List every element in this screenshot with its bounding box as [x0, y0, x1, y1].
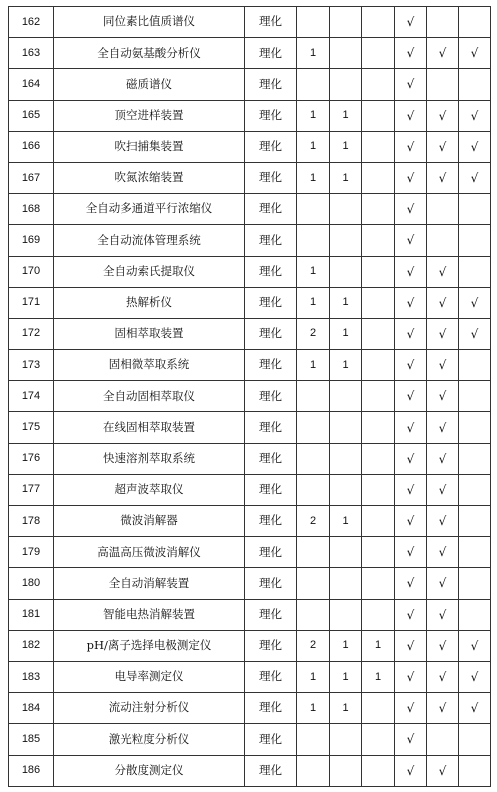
check-col-3-cell [459, 599, 491, 630]
equipment-name-cell: 全自动流体管理系统 [54, 225, 245, 256]
count-col-2-cell [330, 256, 362, 287]
check-col-3-cell: √ [459, 318, 491, 349]
row-number-cell: 168 [9, 194, 54, 225]
check-col-1-cell: √ [395, 693, 427, 724]
table-row [9, 724, 491, 755]
table-row [9, 287, 491, 318]
table-row [9, 350, 491, 381]
table-row [9, 630, 491, 661]
count-col-3-cell [362, 412, 395, 443]
category-cell: 理化 [245, 755, 297, 786]
table-row [9, 506, 491, 537]
check-col-2-cell: √ [427, 506, 459, 537]
category-cell: 理化 [245, 412, 297, 443]
check-col-3-cell [459, 7, 491, 38]
equipment-name-cell: 顶空进样装置 [54, 100, 245, 131]
check-col-1-cell: √ [395, 162, 427, 193]
check-col-1-cell: √ [395, 381, 427, 412]
count-col-1-cell: 2 [297, 318, 330, 349]
table-row [9, 412, 491, 443]
check-col-3-cell [459, 755, 491, 786]
equipment-table [8, 6, 491, 787]
check-col-1-cell: √ [395, 350, 427, 381]
table-row [9, 194, 491, 225]
check-col-2-cell: √ [427, 443, 459, 474]
table-body [9, 7, 491, 787]
count-col-3-cell [362, 537, 395, 568]
count-col-2-cell [330, 69, 362, 100]
row-number-cell: 170 [9, 256, 54, 287]
check-col-1-cell: √ [395, 225, 427, 256]
check-col-2-cell [427, 69, 459, 100]
count-col-3-cell [362, 162, 395, 193]
check-col-2-cell: √ [427, 474, 459, 505]
row-number-cell: 184 [9, 693, 54, 724]
count-col-1-cell [297, 443, 330, 474]
check-col-3-cell [459, 568, 491, 599]
category-cell: 理化 [245, 381, 297, 412]
count-col-2-cell [330, 599, 362, 630]
count-col-3-cell: 1 [362, 661, 395, 692]
row-number-cell: 178 [9, 506, 54, 537]
row-number-cell: 171 [9, 287, 54, 318]
category-cell: 理化 [245, 194, 297, 225]
count-col-2-cell: 1 [330, 162, 362, 193]
count-col-2-cell [330, 474, 362, 505]
row-number-cell: 164 [9, 69, 54, 100]
count-col-1-cell: 2 [297, 630, 330, 661]
check-col-2-cell: √ [427, 661, 459, 692]
check-col-2-cell: √ [427, 287, 459, 318]
table-row [9, 69, 491, 100]
row-number-cell: 172 [9, 318, 54, 349]
check-col-3-cell [459, 474, 491, 505]
equipment-name-cell: 固相微萃取系统 [54, 350, 245, 381]
equipment-name-cell: pH/离子选择电极测定仪 [54, 630, 245, 661]
row-number-cell: 176 [9, 443, 54, 474]
table-row [9, 474, 491, 505]
count-col-1-cell: 1 [297, 693, 330, 724]
table-row [9, 131, 491, 162]
check-col-3-cell [459, 350, 491, 381]
equipment-name-cell: 在线固相萃取装置 [54, 412, 245, 443]
count-col-3-cell [362, 568, 395, 599]
count-col-2-cell [330, 537, 362, 568]
count-col-2-cell [330, 7, 362, 38]
category-cell: 理化 [245, 474, 297, 505]
equipment-name-cell: 快速溶剂萃取系统 [54, 443, 245, 474]
check-col-2-cell: √ [427, 599, 459, 630]
check-col-2-cell [427, 194, 459, 225]
check-col-2-cell: √ [427, 100, 459, 131]
category-cell: 理化 [245, 443, 297, 474]
count-col-3-cell [362, 318, 395, 349]
category-cell: 理化 [245, 7, 297, 38]
check-col-2-cell: √ [427, 350, 459, 381]
count-col-3-cell [362, 381, 395, 412]
count-col-2-cell: 1 [330, 350, 362, 381]
count-col-1-cell [297, 599, 330, 630]
check-col-2-cell: √ [427, 630, 459, 661]
row-number-cell: 175 [9, 412, 54, 443]
equipment-name-cell: 全自动氨基酸分析仪 [54, 38, 245, 69]
row-number-cell: 167 [9, 162, 54, 193]
check-col-1-cell: √ [395, 256, 427, 287]
equipment-name-cell: 全自动索氏提取仪 [54, 256, 245, 287]
table-row [9, 225, 491, 256]
category-cell: 理化 [245, 599, 297, 630]
count-col-3-cell [362, 287, 395, 318]
equipment-name-cell: 智能电热消解装置 [54, 599, 245, 630]
check-col-1-cell: √ [395, 443, 427, 474]
check-col-2-cell: √ [427, 318, 459, 349]
row-number-cell: 165 [9, 100, 54, 131]
count-col-3-cell [362, 443, 395, 474]
equipment-name-cell: 同位素比值质谱仪 [54, 7, 245, 38]
check-col-3-cell: √ [459, 661, 491, 692]
count-col-2-cell: 1 [330, 100, 362, 131]
row-number-cell: 181 [9, 599, 54, 630]
check-col-3-cell [459, 225, 491, 256]
category-cell: 理化 [245, 256, 297, 287]
category-cell: 理化 [245, 724, 297, 755]
check-col-3-cell [459, 381, 491, 412]
count-col-1-cell [297, 194, 330, 225]
check-col-2-cell: √ [427, 162, 459, 193]
row-number-cell: 166 [9, 131, 54, 162]
category-cell: 理化 [245, 630, 297, 661]
count-col-1-cell: 1 [297, 162, 330, 193]
count-col-2-cell: 1 [330, 131, 362, 162]
equipment-name-cell: 微波消解器 [54, 506, 245, 537]
row-number-cell: 169 [9, 225, 54, 256]
check-col-2-cell: √ [427, 256, 459, 287]
category-cell: 理化 [245, 661, 297, 692]
check-col-1-cell: √ [395, 131, 427, 162]
equipment-name-cell: 电导率测定仪 [54, 661, 245, 692]
check-col-2-cell [427, 7, 459, 38]
table-row [9, 7, 491, 38]
check-col-1-cell: √ [395, 38, 427, 69]
check-col-1-cell: √ [395, 474, 427, 505]
count-col-2-cell [330, 225, 362, 256]
count-col-2-cell [330, 568, 362, 599]
check-col-1-cell: √ [395, 630, 427, 661]
count-col-2-cell: 1 [330, 506, 362, 537]
check-col-1-cell: √ [395, 537, 427, 568]
category-cell: 理化 [245, 350, 297, 381]
check-col-3-cell [459, 194, 491, 225]
count-col-1-cell: 1 [297, 131, 330, 162]
row-number-cell: 182 [9, 630, 54, 661]
check-col-3-cell [459, 724, 491, 755]
count-col-2-cell [330, 412, 362, 443]
equipment-name-cell: 分散度测定仪 [54, 755, 245, 786]
count-col-2-cell [330, 381, 362, 412]
count-col-2-cell: 1 [330, 693, 362, 724]
count-col-3-cell [362, 350, 395, 381]
count-col-2-cell [330, 724, 362, 755]
count-col-1-cell [297, 381, 330, 412]
check-col-1-cell: √ [395, 661, 427, 692]
table-row [9, 381, 491, 412]
check-col-2-cell: √ [427, 412, 459, 443]
check-col-3-cell: √ [459, 630, 491, 661]
check-col-1-cell: √ [395, 755, 427, 786]
table-row [9, 443, 491, 474]
category-cell: 理化 [245, 537, 297, 568]
check-col-3-cell: √ [459, 38, 491, 69]
count-col-1-cell [297, 568, 330, 599]
category-cell: 理化 [245, 225, 297, 256]
category-cell: 理化 [245, 38, 297, 69]
count-col-1-cell [297, 412, 330, 443]
check-col-3-cell [459, 256, 491, 287]
count-col-2-cell [330, 194, 362, 225]
category-cell: 理化 [245, 318, 297, 349]
table-row [9, 100, 491, 131]
equipment-name-cell: 激光粒度分析仪 [54, 724, 245, 755]
check-col-1-cell: √ [395, 599, 427, 630]
check-col-1-cell: √ [395, 100, 427, 131]
equipment-name-cell: 全自动多通道平行浓缩仪 [54, 194, 245, 225]
row-number-cell: 177 [9, 474, 54, 505]
check-col-3-cell [459, 506, 491, 537]
count-col-2-cell: 1 [330, 630, 362, 661]
count-col-3-cell [362, 7, 395, 38]
count-col-2-cell [330, 38, 362, 69]
row-number-cell: 162 [9, 7, 54, 38]
count-col-3-cell [362, 755, 395, 786]
table-row [9, 661, 491, 692]
table-row [9, 755, 491, 786]
count-col-3-cell [362, 194, 395, 225]
category-cell: 理化 [245, 506, 297, 537]
equipment-name-cell: 吹氮浓缩装置 [54, 162, 245, 193]
count-col-1-cell [297, 755, 330, 786]
table-row [9, 38, 491, 69]
equipment-name-cell: 流动注射分析仪 [54, 693, 245, 724]
count-col-3-cell [362, 599, 395, 630]
row-number-cell: 185 [9, 724, 54, 755]
count-col-1-cell [297, 724, 330, 755]
row-number-cell: 180 [9, 568, 54, 599]
count-col-3-cell: 1 [362, 630, 395, 661]
table-row [9, 256, 491, 287]
check-col-3-cell: √ [459, 162, 491, 193]
category-cell: 理化 [245, 287, 297, 318]
count-col-3-cell [362, 38, 395, 69]
equipment-name-cell: 高温高压微波消解仪 [54, 537, 245, 568]
count-col-1-cell: 1 [297, 287, 330, 318]
count-col-1-cell [297, 474, 330, 505]
equipment-name-cell: 吹扫捕集装置 [54, 131, 245, 162]
table-row [9, 318, 491, 349]
check-col-2-cell: √ [427, 537, 459, 568]
equipment-name-cell: 全自动消解装置 [54, 568, 245, 599]
check-col-3-cell: √ [459, 287, 491, 318]
count-col-1-cell: 1 [297, 38, 330, 69]
check-col-1-cell: √ [395, 318, 427, 349]
count-col-2-cell: 1 [330, 318, 362, 349]
category-cell: 理化 [245, 100, 297, 131]
count-col-3-cell [362, 131, 395, 162]
check-col-3-cell: √ [459, 131, 491, 162]
check-col-3-cell [459, 69, 491, 100]
row-number-cell: 173 [9, 350, 54, 381]
equipment-name-cell: 超声波萃取仪 [54, 474, 245, 505]
count-col-1-cell: 1 [297, 661, 330, 692]
check-col-2-cell [427, 225, 459, 256]
check-col-3-cell [459, 443, 491, 474]
count-col-3-cell [362, 506, 395, 537]
count-col-3-cell [362, 225, 395, 256]
count-col-2-cell [330, 443, 362, 474]
table-row [9, 537, 491, 568]
row-number-cell: 163 [9, 38, 54, 69]
count-col-1-cell [297, 537, 330, 568]
check-col-1-cell: √ [395, 506, 427, 537]
category-cell: 理化 [245, 162, 297, 193]
check-col-3-cell: √ [459, 693, 491, 724]
count-col-3-cell [362, 69, 395, 100]
check-col-1-cell: √ [395, 69, 427, 100]
check-col-2-cell: √ [427, 38, 459, 69]
count-col-3-cell [362, 724, 395, 755]
check-col-2-cell: √ [427, 131, 459, 162]
count-col-3-cell [362, 100, 395, 131]
category-cell: 理化 [245, 131, 297, 162]
row-number-cell: 186 [9, 755, 54, 786]
category-cell: 理化 [245, 568, 297, 599]
check-col-1-cell: √ [395, 412, 427, 443]
table-row [9, 568, 491, 599]
check-col-3-cell [459, 412, 491, 443]
category-cell: 理化 [245, 693, 297, 724]
equipment-name-cell: 磁质谱仪 [54, 69, 245, 100]
count-col-1-cell: 1 [297, 350, 330, 381]
equipment-name-cell: 全自动固相萃取仪 [54, 381, 245, 412]
count-col-3-cell [362, 474, 395, 505]
check-col-3-cell: √ [459, 100, 491, 131]
count-col-1-cell: 1 [297, 256, 330, 287]
check-col-1-cell: √ [395, 7, 427, 38]
category-cell: 理化 [245, 69, 297, 100]
count-col-3-cell [362, 693, 395, 724]
check-col-1-cell: √ [395, 724, 427, 755]
equipment-name-cell: 热解析仪 [54, 287, 245, 318]
check-col-1-cell: √ [395, 568, 427, 599]
table-row [9, 693, 491, 724]
count-col-1-cell: 2 [297, 506, 330, 537]
check-col-2-cell: √ [427, 381, 459, 412]
table-row [9, 162, 491, 193]
count-col-1-cell [297, 69, 330, 100]
check-col-2-cell: √ [427, 755, 459, 786]
count-col-1-cell: 1 [297, 100, 330, 131]
count-col-1-cell [297, 225, 330, 256]
count-col-3-cell [362, 256, 395, 287]
row-number-cell: 179 [9, 537, 54, 568]
check-col-2-cell: √ [427, 568, 459, 599]
count-col-2-cell: 1 [330, 287, 362, 318]
count-col-1-cell [297, 7, 330, 38]
count-col-2-cell [330, 755, 362, 786]
row-number-cell: 174 [9, 381, 54, 412]
equipment-name-cell: 固相萃取装置 [54, 318, 245, 349]
row-number-cell: 183 [9, 661, 54, 692]
table-row [9, 599, 491, 630]
check-col-3-cell [459, 537, 491, 568]
check-col-1-cell: √ [395, 194, 427, 225]
check-col-2-cell: √ [427, 693, 459, 724]
check-col-1-cell: √ [395, 287, 427, 318]
check-col-2-cell [427, 724, 459, 755]
count-col-2-cell: 1 [330, 661, 362, 692]
